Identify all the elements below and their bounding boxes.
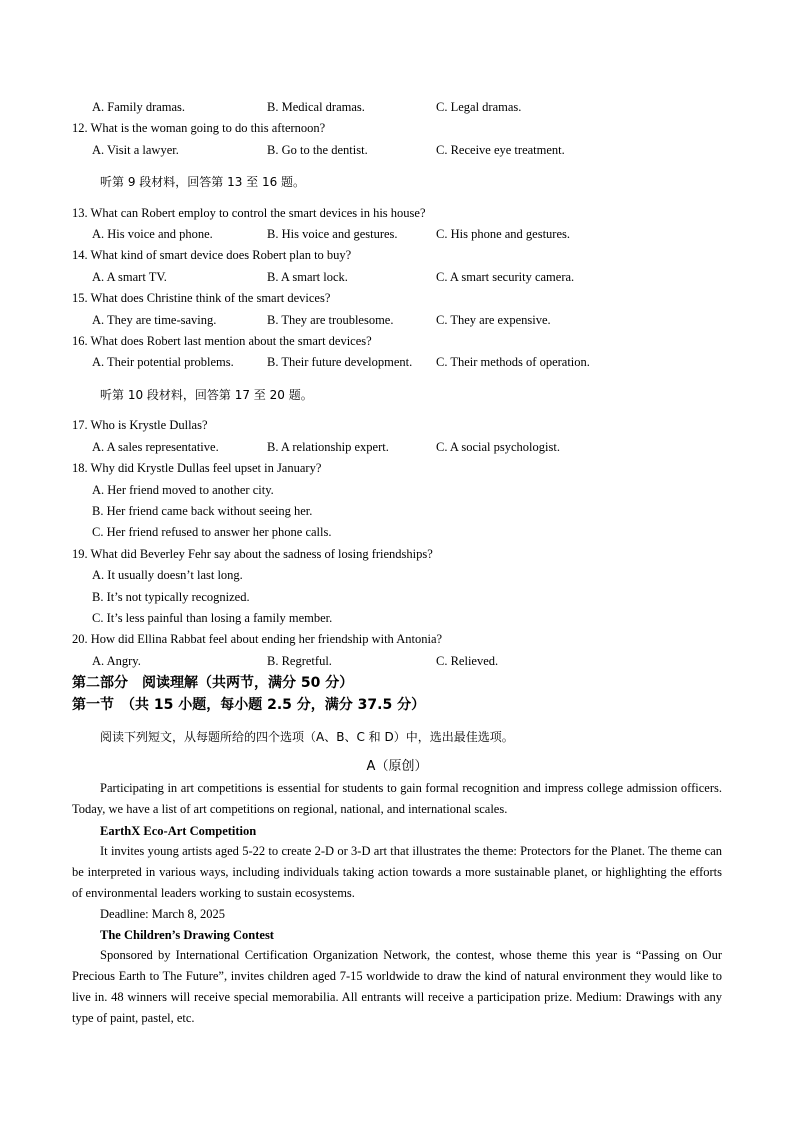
q20-option-c: C. Relieved.	[436, 654, 499, 668]
q16-option-b: B. Their future development.	[267, 355, 413, 369]
q15-option-c: C. They are expensive.	[436, 313, 551, 327]
q20-option-a: A. Angry.	[92, 654, 141, 668]
part-2-heading: 第二部分 阅读理解（共两节，满分 50 分）	[72, 675, 354, 691]
question-12: 12. What is the woman going to do this afternoon?	[72, 121, 326, 135]
q11-option-a: A. Family dramas.	[92, 100, 186, 114]
q12-option-b: B. Go to the dentist.	[267, 143, 368, 157]
question-16: 16. What does Robert last mention about the smart devices?	[72, 334, 372, 348]
question-18: 18. Why did Krystle Dullas feel upset in January?	[72, 461, 322, 475]
competition-1-title: EarthX Eco-Art Competition	[100, 824, 257, 838]
q17-option-a: A. A sales representative.	[92, 440, 219, 454]
q15-option-b: B. They are troublesome.	[267, 313, 394, 327]
q20-option-b: B. Regretful.	[267, 654, 332, 668]
competition-2-title: The Children’s Drawing Contest	[100, 928, 274, 942]
q16-option-c: C. Their methods of operation.	[436, 355, 590, 369]
q19-option-b: B. It’s not typically recognized.	[92, 590, 250, 604]
q17-option-c: C. A social psychologist.	[436, 440, 560, 454]
question-20: 20. How did Ellina Rabbat feel about ending her friendship with Antonia?	[72, 632, 443, 646]
question-14: 14. What kind of smart device does Robert plan to buy?	[72, 248, 352, 262]
q16-option-a: A. Their potential problems.	[92, 355, 234, 369]
q12-option-c: C. Receive eye treatment.	[436, 143, 565, 157]
q11-option-b: B. Medical dramas.	[267, 100, 365, 114]
section-10-instruction: 听第 10 段材料，回答第 17 至 20 题。	[100, 388, 313, 402]
q17-option-b: B. A relationship expert.	[267, 440, 389, 454]
q13-option-b: B. His voice and gestures.	[267, 227, 398, 241]
q18-option-b: B. Her friend came back without seeing her.	[92, 504, 313, 518]
q13-option-a: A. His voice and phone.	[92, 227, 213, 241]
question-19: 19. What did Beverley Fehr say about the sadness of losing friendships?	[72, 547, 433, 561]
competition-2-description: Sponsored by International Certification Organization Network, the contest, whose theme this year is “Passing on Our Precious Earth to The Future”, invites children aged 7-15 worldwide to draw the kind of natural environment they would like to live in. 48 winners will receive special memorabilia. All entrants will receive a participation prize. Medium: Drawings with any type of paint, pastel, etc.	[72, 948, 722, 1025]
competition-1-deadline: Deadline: March 8, 2025	[100, 907, 225, 921]
competition-1-description: It invites young artists aged 5-22 to create 2-D or 3-D art that illustrates the theme: Protectors for the Planet. The theme can be interpreted in various ways, including individuals taking action towards a more sustainable planet, or highlighting the efforts of environmental leaders working to sustain ecosystems.	[72, 844, 722, 900]
question-15: 15. What does Christine think of the smart devices?	[72, 291, 331, 305]
passage-title: A（原创）	[366, 759, 428, 774]
q13-option-c: C. His phone and gestures.	[436, 227, 571, 241]
q14-option-a: A. A smart TV.	[92, 270, 167, 284]
question-17: 17. Who is Krystle Dullas?	[72, 418, 208, 432]
q19-option-c: C. It’s less painful than losing a family member.	[92, 611, 333, 625]
q11-option-c: C. Legal dramas.	[436, 100, 522, 114]
q19-option-a: A. It usually doesn’t last long.	[92, 568, 243, 582]
q18-option-c: C. Her friend refused to answer her phone calls.	[92, 525, 332, 539]
q14-option-b: B. A smart lock.	[267, 270, 348, 284]
section-1-heading: 第一节 （共 15 小题，每小题 2.5 分，满分 37.5 分）	[72, 697, 426, 713]
reading-directions: 阅读下列短文，从每题所给的四个选项（A、B、C 和 D）中，选出最佳选项。	[100, 730, 514, 744]
question-13: 13. What can Robert employ to control the smart devices in his house?	[72, 206, 426, 220]
section-9-instruction: 听第 9 段材料，回答第 13 至 16 题。	[100, 175, 306, 189]
passage-intro: Participating in art competitions is essential for students to gain formal recognition and impress college admission officers. Today, we have a list of art competitions on regional, national, and international scales.	[72, 781, 722, 816]
q14-option-c: C. A smart security camera.	[436, 270, 575, 284]
q18-option-a: A. Her friend moved to another city.	[92, 483, 274, 497]
q15-option-a: A. They are time-saving.	[92, 313, 217, 327]
q12-option-a: A. Visit a lawyer.	[92, 143, 179, 157]
